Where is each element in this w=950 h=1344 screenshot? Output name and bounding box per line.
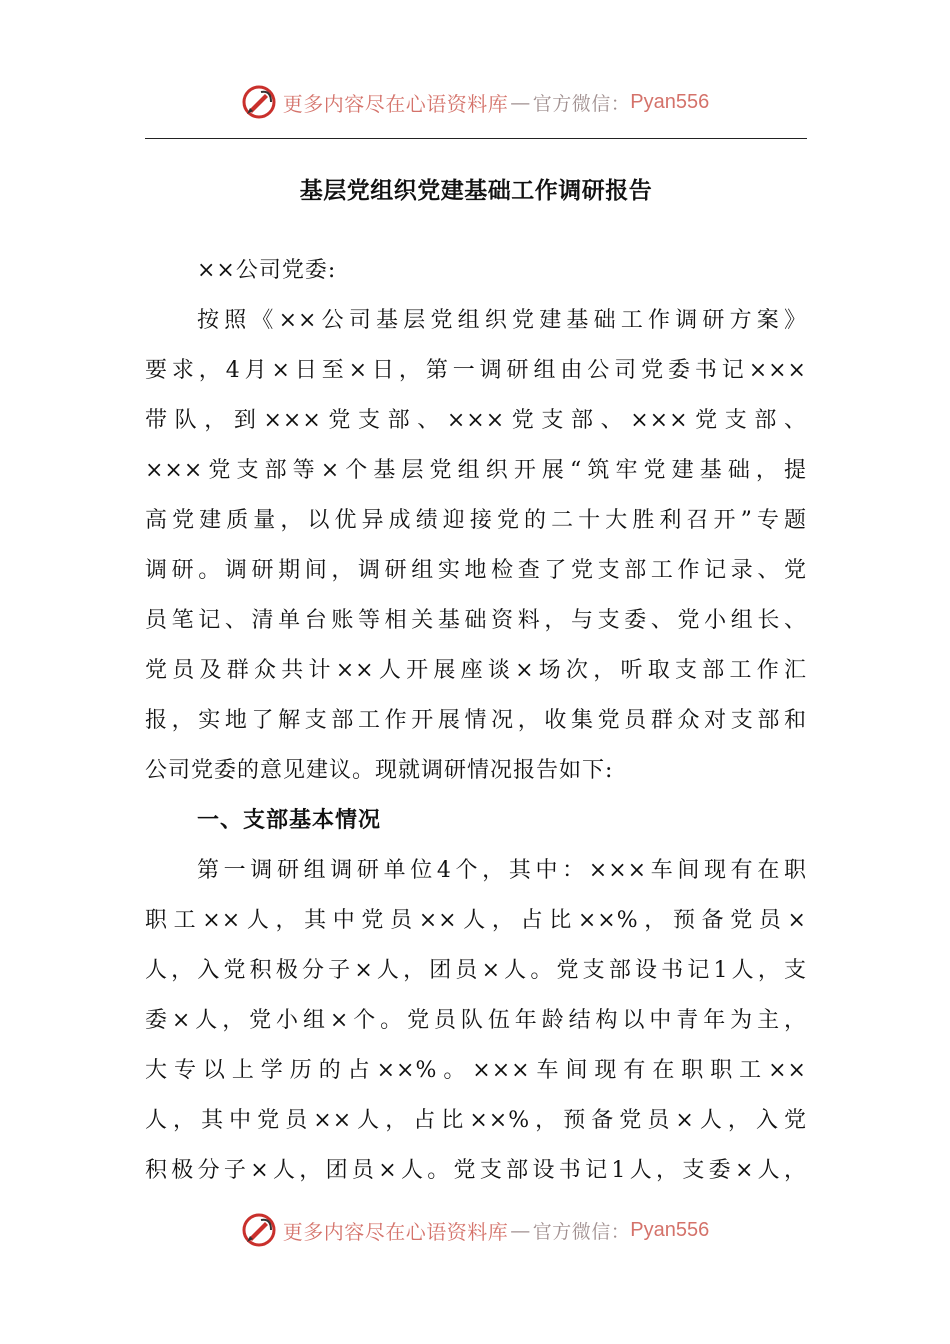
paragraph-line: 党员及群众共计××人开展座谈×场次，听取支部工作汇 — [145, 658, 807, 683]
paragraph-line: 要求，4月×日至×日，第一调研组由公司党委书记××× — [145, 358, 807, 383]
pen-logo-icon — [241, 84, 277, 120]
banner-slogan: 更多内容尽在心语资料库 — [282, 1219, 509, 1244]
section-heading: 一、支部基本情况 — [197, 808, 382, 833]
document-title: 基层党组织党建基础工作调研报告 — [299, 177, 653, 204]
banner-wechat-id: Pyan556 — [630, 90, 710, 113]
paragraph-line: 公司党委的意见建议。现就调研情况报告如下: — [145, 758, 614, 783]
paragraph-line: 职工××人，其中党员××人，占比××%，预备党员× — [145, 908, 807, 933]
paragraph-line: 员笔记、清单台账等相关基础资料，与支委、党小组长、 — [145, 608, 807, 633]
paragraph-line: 按照《××公司基层党组织党建基础工作调研方案》 — [197, 308, 807, 333]
banner-separator: — — [510, 1218, 531, 1242]
paragraph-line: 调研。调研期间，调研组实地检查了党支部工作记录、党 — [145, 558, 807, 583]
paragraph-line: 积极分子×人，团员×人。党支部设书记1人，支委×人， — [145, 1158, 807, 1183]
pen-logo-icon — [241, 1212, 277, 1248]
paragraph-line: 带队，到×××党支部、×××党支部、×××党支部、 — [145, 408, 807, 433]
paragraph-line: 高党建质量，以优异成绩迎接党的二十大胜利召开”专题 — [145, 508, 807, 533]
document-body — [145, 246, 807, 1196]
paragraph-line: ×××党支部等×个基层党组织开展“筑牢党建基础，提 — [145, 458, 807, 483]
banner-wechat-label: 官方微信： — [532, 1220, 631, 1243]
salutation: ××公司党委: — [197, 258, 337, 283]
header-banner — [0, 80, 950, 124]
banner-wechat-id: Pyan556 — [630, 1218, 710, 1241]
banner-slogan: 更多内容尽在心语资料库 — [282, 91, 509, 116]
paragraph-line: 人，其中党员××人，占比××%，预备党员×人，入党 — [145, 1108, 807, 1133]
paragraph-line: 委×人，党小组×个。党员队伍年龄结构以中青年为主， — [145, 1008, 807, 1033]
footer-banner — [0, 1208, 950, 1252]
header-divider — [145, 138, 807, 139]
banner-separator: — — [510, 90, 531, 114]
paragraph-line: 大专以上学历的占××%。×××车间现有在职职工×× — [145, 1058, 807, 1083]
paragraph-line: 报，实地了解支部工作开展情况，收集党员群众对支部和 — [145, 708, 807, 733]
banner-wechat-label: 官方微信： — [532, 92, 631, 115]
paragraph-line: 第一调研组调研单位4个，其中：×××车间现有在职 — [197, 858, 807, 883]
paragraph-line: 人，入党积极分子×人，团员×人。党支部设书记1人，支 — [145, 958, 807, 983]
